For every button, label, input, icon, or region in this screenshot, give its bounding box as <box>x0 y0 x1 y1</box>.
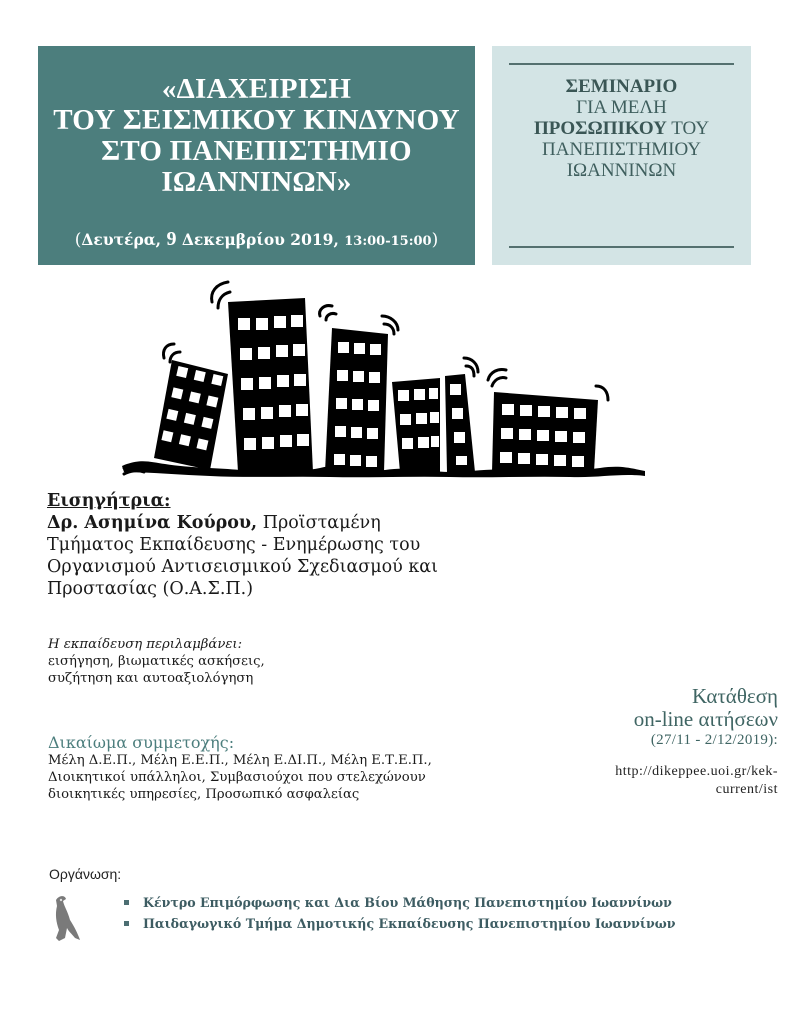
application-section <box>520 684 778 799</box>
title-line: ΙΩΑΝΝΙΝΩΝ» <box>161 166 352 198</box>
organization-label: Οργάνωση: <box>49 866 122 882</box>
date-weekday: Δευτέρα, <box>81 230 167 249</box>
title-line: ΤΟΥ ΣΕΙΣΜΙΚΟΥ ΚΙΝΔΥΝΟΥ <box>53 104 460 136</box>
speaker-affiliation-line: Οργανισμού Αντισεισμικού Σχεδιασμού και <box>47 557 438 577</box>
url-line[interactable]: current/ist <box>715 782 778 797</box>
includes-line: συζήτηση και αυτοαξιολόγηση <box>48 671 254 686</box>
date-day: 9 <box>166 228 177 250</box>
date-time: 13:00-15:00 <box>344 234 432 249</box>
speaker-name: Δρ. Ασημίνα Κούρου, <box>47 513 258 533</box>
seminar-title-box <box>38 46 475 265</box>
earthquake-buildings-illustration <box>110 272 690 482</box>
organizer-name: Κέντρο Επιμόρφωσης και Δια Βίου Μάθησης Πανεπιστημίου Ιωαννίνων <box>143 895 672 910</box>
bottom-divider <box>509 246 734 248</box>
audience-line: ΓΙΑ ΜΕΛΗ <box>576 97 667 118</box>
application-url-link[interactable] <box>520 763 778 799</box>
speaker-position: Προϊσταμένη <box>257 513 381 533</box>
seminar-date <box>38 228 475 251</box>
bullet-icon <box>124 900 129 905</box>
url-line[interactable]: http://dikeppee.uoi.gr/kek- <box>615 764 778 779</box>
eligibility-line: διοικητικές υπηρεσίες, Προσωπικό ασφαλείας <box>48 787 360 802</box>
eligibility-section <box>48 734 468 803</box>
includes-line: εισήγηση, βιωματικές ασκήσεις, <box>48 654 265 669</box>
date-open-paren: ( <box>74 230 82 250</box>
application-heading: Κατάθεση <box>691 684 778 708</box>
seminar-title <box>38 74 475 198</box>
includes-label: Η εκπαίδευση περιλαμβάνει: <box>48 637 243 652</box>
seminar-label: ΣΕΜΙΝΑΡΙΟ <box>565 76 678 97</box>
speaker-affiliation-line: Προστασίας (Ο.Α.Σ.Π.) <box>47 579 254 599</box>
top-divider <box>509 63 734 65</box>
application-dates: (27/11 - 2/12/2019): <box>650 732 778 748</box>
title-line: «ΔΙΑΧΕΙΡΙΣΗ <box>161 73 352 105</box>
eligibility-line: Μέλη Δ.Ε.Π., Μέλη Ε.Ε.Π., Μέλη Ε.ΔΙ.Π., Μέλη Ε.Τ.Ε.Π., <box>48 753 432 768</box>
seminar-audience-text <box>492 76 751 181</box>
audience-line: ΙΩΑΝΝΙΝΩΝ <box>566 160 677 181</box>
organizer-name: Παιδαγωγικό Τμήμα Δημοτικής Εκπαίδευσης Πανεπιστημίου Ιωαννίνων <box>143 916 676 931</box>
date-month-year: Δεκεμβρίου 2019, <box>176 230 345 249</box>
organizers-list <box>122 892 676 934</box>
audience-line: ΤΟΥ <box>666 118 710 139</box>
seminar-audience-box <box>492 46 751 265</box>
eligibility-label: Δικαίωμα συμμετοχής: <box>48 733 235 752</box>
date-close-paren: ) <box>431 230 439 250</box>
title-line: ΣΤΟ ΠΑΝΕΠΙΣΤΗΜΙΟ <box>101 135 412 167</box>
application-subheading: on-line αιτήσεων <box>633 707 778 731</box>
audience-line: ΠΑΝΕΠΙΣΤΗΜΙΟΥ <box>542 139 701 160</box>
speaker-section <box>47 490 467 600</box>
bullet-icon <box>124 921 129 926</box>
speaker-affiliation-line: Τμήματος Εκπαίδευσης - Ενημέρωσης του <box>47 535 421 555</box>
audience-staff: ΠΡΟΣΩΠΙΚΟΥ <box>533 118 667 139</box>
eagle-logo-icon <box>50 894 82 944</box>
organizer-item <box>122 913 676 934</box>
organizer-item <box>122 892 676 913</box>
eligibility-line: Διοικητικοί υπάλληλοι, Συμβασιούχοι που στελεχώνουν <box>48 770 426 785</box>
training-includes <box>48 636 468 687</box>
speaker-label: Εισηγήτρια: <box>47 491 171 511</box>
